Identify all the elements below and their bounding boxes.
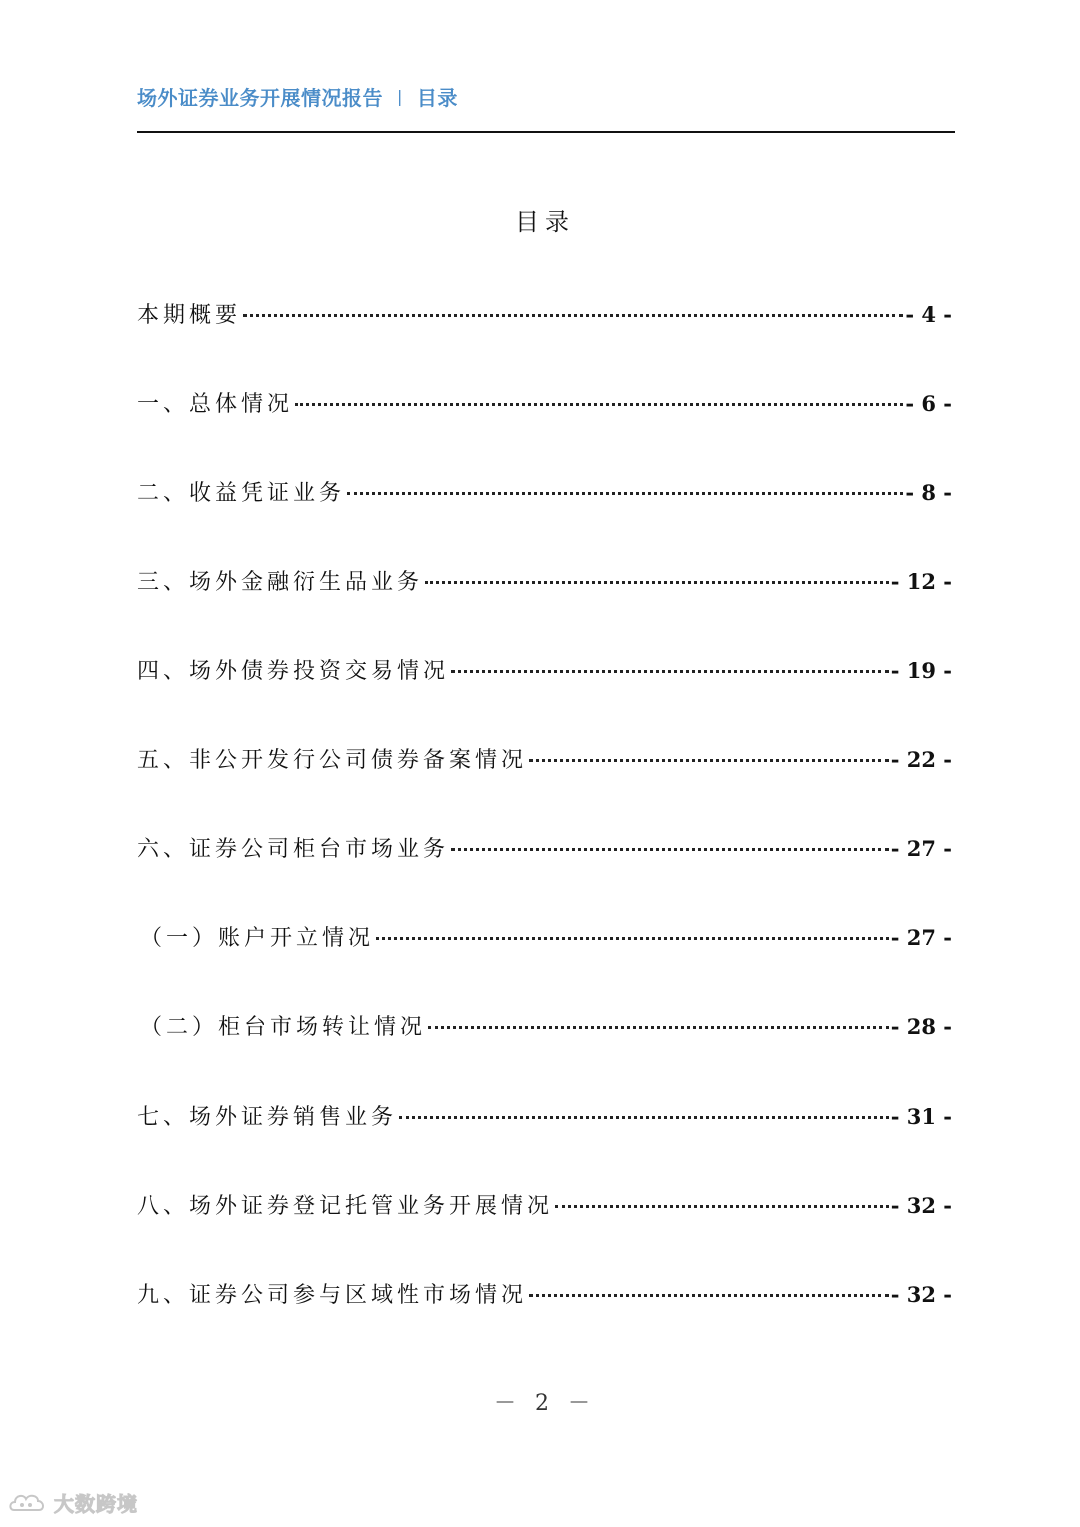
- toc-entry-page: - 27 -: [890, 925, 952, 950]
- dot-leader: [425, 581, 889, 584]
- dot-leader: [555, 1205, 889, 1208]
- toc-title: 目录: [515, 208, 575, 236]
- dot-leader: [399, 1116, 889, 1119]
- toc-entry-page: - 12 -: [890, 569, 952, 594]
- toc-entry-4[interactable]: [137, 654, 952, 688]
- dot-leader: [451, 848, 889, 851]
- toc-entry-2[interactable]: [137, 476, 952, 510]
- dot-leader: [451, 670, 889, 673]
- toc-entry-label: 一、总体情况: [137, 392, 294, 417]
- dot-leader: [428, 1026, 889, 1029]
- dot-leader: [529, 1294, 889, 1297]
- header-divider: [137, 131, 955, 133]
- toc-entry-label: 本期概要: [137, 303, 242, 328]
- toc-entry-label: 八、场外证券登记托管业务开展情况: [137, 1194, 554, 1219]
- toc-entry-label: 四、场外债券投资交易情况: [137, 659, 450, 684]
- toc-entry-9[interactable]: [137, 1278, 952, 1312]
- toc-entry-page: - 27 -: [890, 836, 952, 861]
- toc-entry-page: - 22 -: [890, 747, 952, 772]
- toc-entry-3[interactable]: [137, 565, 952, 599]
- toc-entry-summary[interactable]: [137, 298, 952, 332]
- toc-entry-1[interactable]: [137, 387, 952, 421]
- toc-entry-page: - 19 -: [890, 658, 952, 683]
- toc-entry-label: 六、证券公司柜台市场业务: [137, 837, 450, 862]
- toc-entry-label: 五、非公开发行公司债券备案情况: [137, 748, 528, 773]
- toc-entry-label: 九、证券公司参与区域性市场情况: [137, 1283, 528, 1308]
- toc-entry-label: 二、收益凭证业务: [137, 481, 346, 506]
- page-number: － 2 －: [494, 1391, 596, 1416]
- dot-leader: [347, 492, 903, 495]
- toc-entry-page: - 6 -: [905, 391, 952, 416]
- toc-entry-page: - 32 -: [890, 1282, 952, 1307]
- toc-entry-label: 七、场外证券销售业务: [137, 1105, 398, 1130]
- toc-entry-5[interactable]: [137, 743, 952, 777]
- toc-entry-page: - 31 -: [890, 1104, 952, 1129]
- dot-leader: [529, 759, 889, 762]
- report-title: 场外证券业务开展情况报告: [137, 85, 383, 110]
- toc-entry-page: - 4 -: [905, 302, 952, 327]
- watermark: [8, 1488, 138, 1517]
- dot-leader: [376, 937, 889, 940]
- watermark-text: 大数跨境: [54, 1492, 138, 1516]
- dot-leader: [295, 403, 903, 406]
- toc-entry-6[interactable]: [137, 832, 952, 866]
- cloud-logo-icon: [8, 1490, 48, 1516]
- dot-leader: [243, 314, 903, 317]
- toc-entry-7[interactable]: [137, 1100, 952, 1134]
- toc-entry-page: - 32 -: [890, 1193, 952, 1218]
- toc-entry-6-2[interactable]: [140, 1010, 952, 1044]
- toc-entry-page: - 8 -: [905, 480, 952, 505]
- toc-entry-page: - 28 -: [890, 1014, 952, 1039]
- toc-entry-label: （一）账户开立情况: [140, 926, 375, 951]
- header-separator: |: [397, 86, 403, 106]
- toc-entry-label: （二）柜台市场转让情况: [140, 1015, 427, 1040]
- toc-entry-8[interactable]: [137, 1189, 952, 1223]
- toc-entry-label: 三、场外金融衍生品业务: [137, 570, 424, 595]
- header-section: 目录: [416, 85, 458, 110]
- toc-entry-6-1[interactable]: [140, 921, 952, 955]
- running-header: [137, 80, 955, 112]
